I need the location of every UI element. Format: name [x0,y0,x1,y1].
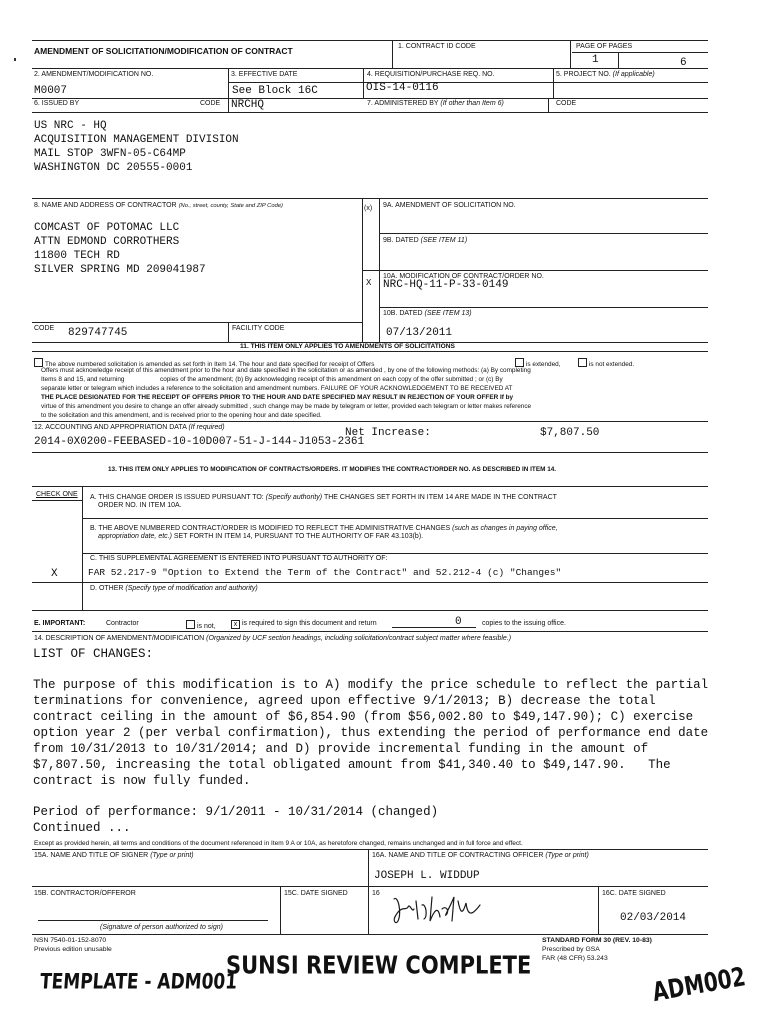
important-is-not[interactable]: is not, [186,620,216,631]
extended-checkbox[interactable] [515,358,524,367]
item11-line6: virtue of this amendment you desire to change an offer already submitted , such change may be made by telegram or letter, provided each telegram or letter makes reference [41,403,532,410]
issued-by-label: 6. ISSUED BY [34,100,80,107]
block10a-value: NRC-HQ-11-P-33-0149 [383,279,509,291]
not-extended-checkbox[interactable] [578,358,587,367]
list-heading: LIST OF CHANGES: [33,647,154,661]
footer-prescribed: Prescribed by GSA [542,946,600,953]
item11-extended[interactable]: is extended, [515,358,560,369]
page-total: 6 [680,57,687,69]
item13-c-line: C. THIS SUPPLEMENTAL AGREEMENT IS ENTERED INTO PURSUANT TO AUTHORITY OF: [90,555,388,562]
project-no-label: 5. PROJECT NO. (If applicable) [556,71,655,78]
important-contractor: Contractor [106,620,139,627]
continued: Continued ... [33,821,131,835]
block9a-label: 9A. AMENDMENT OF SOLICITATION NO. [383,202,516,209]
block9b-label: 9B. DATED (SEE ITEM 11) [383,237,468,244]
block9a-mark: (x) [364,205,373,212]
issued-by-code-label: CODE [200,100,221,107]
contractor-code: 829747745 [68,327,128,339]
description-line: option year 2 (per verbal confirmation), thus extending the period of performance end date [33,726,709,740]
signature-image [388,891,488,929]
contractor-code-label: CODE [34,325,55,332]
effective-date-label: 3. EFFECTIVE DATE [231,71,298,78]
administered-by-code-label: CODE [556,100,577,107]
administered-by-label: 7. ADMINISTERED BY (If other than Item 6) [367,100,504,107]
item11-not-extended[interactable]: is not extended. [578,358,634,369]
contractor-label: 8. NAME AND ADDRESS OF CONTRACTOR (No., street, county, State and ZIP Code) [34,202,283,209]
net-increase-value: $7,807.50 [540,427,600,439]
block16a-label: 16A. NAME AND TITLE OF CONTRACTING OFFICER (Type or print) [372,852,589,859]
contracting-officer-name: JOSEPH L. WIDDUP [374,870,480,882]
description-line: contract ceiling in the amount of $6,854.90 (from $56,002.80 to $49,147.90); C) exercise [33,710,694,724]
page-number: 1 [592,54,599,66]
footer-nsn: NSN 7540-01-152-8070 [34,937,107,944]
net-increase-label: Net Increase: [345,427,431,439]
item11-line2: Offers must acknowledge receipt of this amendment prior to the hour and date specified in the solicitation or as amended , by one of the following methods: (a) By completing [41,367,531,374]
is-not-checkbox[interactable] [186,620,195,629]
item11-line5: THE PLACE DESIGNATED FOR THE RECEIPT OF OFFERS PRIOR TO THE HOUR AND DATE SPECIFIED MAY RESULT IN REJECTION OF YOUR OFFER If by [41,394,514,401]
amendment-no-value: M0007 [34,85,68,97]
period-of-performance: Period of performance: 9/1/2011 - 10/31/2014 (changed) [33,805,439,819]
item12-label: 12. ACCOUNTING AND APPROPRIATION DATA (If required) [34,424,225,431]
block10b-value: 07/13/2011 [386,327,453,339]
item11-line1: The above numbered solicitation is amended as set forth in Item 14. The hour and date specified for receipt of Offers [34,358,374,369]
block15b-label: 15B. CONTRACTOR/OFFEROR [34,890,136,897]
template-stamp: TEMPLATE - ADM001 [39,969,238,995]
check-one-label: CHECK ONE [36,491,78,498]
item11-line7: to the solicitation and this amendment, and is received prior to the opening hour and date specified. [41,412,322,419]
return-copies: 0 [455,616,462,628]
important-is-required[interactable]: x is required to sign this document and return [231,620,377,629]
contract-id-label: 1. CONTRACT ID CODE [398,43,476,50]
contractor-line: 11800 TECH RD [34,250,120,262]
item13-b-line1: B. THE ABOVE NUMBERED CONTRACT/ORDER IS MODIFIED TO REFLECT THE ADMINISTRATIVE CHANGES (such as changes in paying office, [90,525,558,532]
contractor-line: SILVER SPRING MD 209041987 [34,264,206,276]
description-line: terminations for convenience, agreed upon effective 9/1/2013; B) decrease the total [33,694,656,708]
item14-label: 14. DESCRIPTION OF AMENDMENT/MODIFICATION (Organized by UCF section headings, including solicitation/contract subject matter where feasible.) [34,635,512,642]
requisition-value: OIS-14-0116 [366,82,439,94]
block16b-label: 16 [372,890,380,897]
important-label: E. IMPORTANT: [34,620,86,627]
block16c-label: 16C. DATE SIGNED [602,890,666,897]
effective-date-value: See Block 16C [232,85,318,97]
issued-by-line: US NRC - HQ [34,120,107,132]
item13-heading: 13. THIS ITEM ONLY APPLIES TO MODIFICATION OF CONTRACTS/ORDERS. IT MODIFIES THE CONTRACT/ORDER NO. AS DESCRIBED IN ITEM 14. [108,466,557,473]
item13-b-line2: appropriation date, etc.) SET FORTH IN ITEM 14, PURSUANT TO THE AUTHORITY OF FAR 43.103(b). [98,533,424,540]
signature-note: (Signature of person authorized to sign) [100,924,223,931]
contractor-line: ATTN EDMOND CORROTHERS [34,236,180,248]
footer-prev: Previous edition unusable [34,946,112,953]
item13-a-line1: A. THIS CHANGE ORDER IS ISSUED PURSUANT TO: (Specify authority) THE CHANGES SET FORTH IN ITEM 14 ARE MADE IN THE CONTRACT [90,494,557,501]
block15c-label: 15C. DATE SIGNED [284,890,348,897]
description-line: $7,807.50, increasing the total obligated amount from $41,340.40 to $49,147.90. The [33,758,671,772]
accounting-data: 2014-0X0200-FEEBASED-10-10D007-51-J-144-J1053-2361 [34,436,365,448]
item11-line4: separate letter or telegram which includes a reference to the solicitation and amendment numbers. FAILURE OF YOUR ACKNOWLEDGEMENT TO BE RECEIVED AT [41,385,513,392]
item13-a-line2: ORDER NO. IN ITEM 10A. [98,502,182,509]
item11-heading: 11. THIS ITEM ONLY APPLIES TO AMENDMENTS OF SOLICITATIONS [240,343,455,350]
form-title: AMENDMENT OF SOLICITATION/MODIFICATION OF CONTRACT [34,46,293,56]
block15a-label: 15A. NAME AND TITLE OF SIGNER (Type or print) [34,852,194,859]
issued-by-line: MAIL STOP 3WFN-05-C64MP [34,148,186,160]
footer-far: FAR (48 CFR) 53.243 [542,955,608,962]
item13-d-line: D. OTHER (Specify type of modification and authority) [90,585,258,592]
except-line: Except as provided herein, all terms and conditions of the document referenced in Item 9 A or 10A, as heretofore changed, remains unchanged and in full force and effect. [34,840,523,847]
description-line: The purpose of this modification is to A) modify the price schedule to reflect the partial [33,678,709,692]
requisition-label: 4. REQUISITION/PURCHASE REQ. NO. [367,71,495,78]
footer-sf: STANDARD FORM 30 (REV. 10-83) [542,937,652,944]
facility-code-label: FACILITY CODE [232,325,285,332]
block10a-mark: X [366,278,372,288]
contractor-line: COMCAST OF POTOMAC LLC [34,222,180,234]
pages-label: PAGE OF PAGES [576,43,633,50]
stray-mark [14,58,16,61]
issued-by-line: WASHINGTON DC 20555-0001 [34,162,193,174]
adm-stamp: ADM002 [650,960,748,1008]
issued-by-code: NRCHQ [231,99,265,111]
item13-c-value: FAR 52.217-9 "Option to Extend the Term of the Contract" and 52.212-4 (c) "Changes" [88,567,562,578]
amendment-no-label: 2. AMENDMENT/MODIFICATION NO. [34,71,154,78]
description-line: contract is now fully funded. [33,774,251,788]
description-line: from 10/31/2013 to 10/31/2014; and D) provide incremental funding in the amount of [33,742,649,756]
block16c-value: 02/03/2014 [620,912,687,924]
item13-c-mark: X [51,568,58,580]
item11-line3: Items 8 and 15, and returning copies of the amendment; (b) By acknowledging receipt of this amendment on each copy of the offer submitted ; or (c) By [41,376,503,383]
block10b-label: 10B. DATED (SEE ITEM 13) [383,310,472,317]
important-copies-tail: copies to the issuing office. [482,620,566,627]
item11-checkbox[interactable] [34,358,43,367]
sunsi-stamp: SUNSI REVIEW COMPLETE [226,950,532,980]
block10a-label: 10A. MODIFICATION OF CONTRACT/ORDER NO. [383,273,544,280]
is-required-checkbox[interactable]: x [231,620,240,629]
issued-by-line: ACQUISITION MANAGEMENT DIVISION [34,134,239,146]
